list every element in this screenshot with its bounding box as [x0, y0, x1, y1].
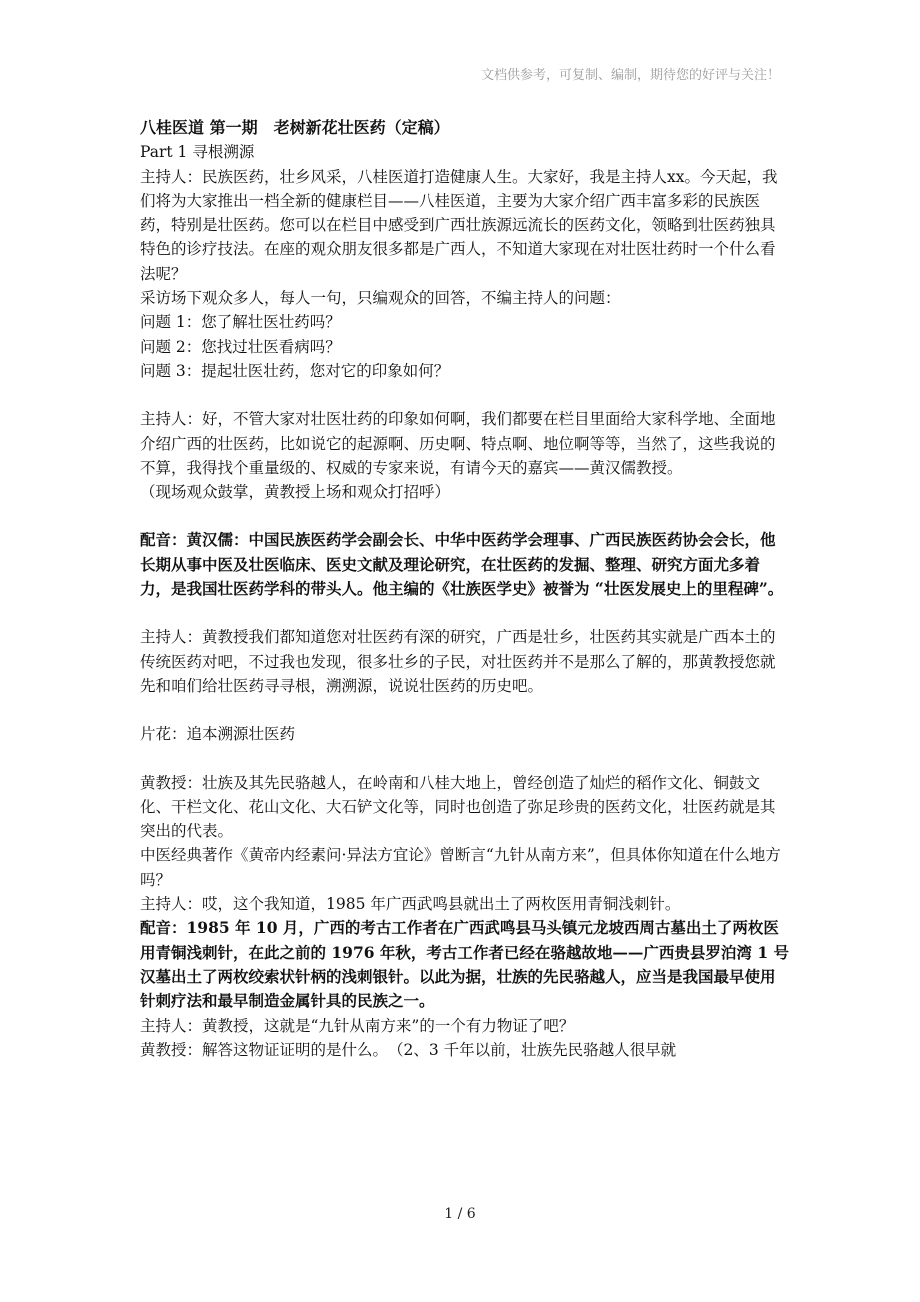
- question-2: 问题 2：您找过壮医看病吗？: [140, 337, 341, 356]
- document-title: 八桂医道 第一期 老树新花壮医药（定稿）: [140, 118, 450, 137]
- host-paragraph-2: 主持人：好，不管大家对壮医壮药的印象如何啊，我们都要在栏目里面给大家科学地、全面地介绍广西的壮医药，比如说它的起源啊、历史啊、特点啊、地位啊等等，当然了，这些我说的不算，我得找个重量级的、权威的专家来说，有请今天的嘉宾——黄汉儒教授。: [140, 410, 776, 477]
- host-paragraph-4: 主持人：哎，这个我知道，1985 年广西武鸣县就出土了两枚医用青铜浅刺针。: [140, 895, 681, 914]
- voiceover-paragraph-2: 配音：1985 年 10 月，广西的考古工作者在广西武鸣县马头镇元龙坡西周古墓出土了两枚医用青铜浅刺针，在此之前的 1976 年秋，考古工作者已经在骆越故地——广西贵县罗泊湾 1 号汉墓出土了两枚绞索状针柄的浅刺银针。以此为据，壮族的先民骆越人，应当是我国最早使用针刺疗法和最早制造金属针具的民族之一。: [140, 918, 790, 1011]
- host-intro-paragraph: 主持人：民族医药，壮乡风采，八桂医道打造健康人生。大家好，我是主持人xx。今天起，我们将为大家推出一档全新的健康栏目——八桂医道，主要为大家介绍广西丰富多彩的民族医药，特别是壮医药。您可以在栏目中感受到广西壮族源远流长的医药文化，领略到壮医药独具特色的诊疗技法。在座的观众朋友很多都是广西人，不知道大家现在对壮医壮药时一个什么看法呢？: [140, 167, 778, 283]
- interview-note: 采访场下观众多人，每人一句，只编观众的回答，不编主持人的问题：: [140, 289, 621, 308]
- header-note: 文档供参考，可复制、编制，期待您的好评与关注！: [480, 68, 780, 83]
- question-1: 问题 1：您了解壮医壮药吗？: [140, 313, 341, 332]
- host-paragraph-3: 主持人：黄教授我们都知道您对壮医药有深的研究，广西是壮乡，壮医药其实就是广西本土的传统医药对吧，不过我也发现，很多壮乡的子民，对壮医药并不是那么了解的，那黄教授您就先和咱们给壮医药寻寻根，溯溯源，说说壮医药的历史吧。: [140, 628, 776, 695]
- part1-heading: Part 1 寻根溯源: [140, 143, 255, 162]
- professor-paragraph-1: 黄教授：壮族及其先民骆越人，在岭南和八桂大地上，曾经创造了灿烂的稻作文化、铜鼓文化、干栏文化、花山文化、大石铲文化等，同时也创造了弥足珍贵的医药文化，壮医药就是其突出的代表。: [140, 773, 776, 841]
- clip-title: 片花：追本溯源壮医药: [140, 725, 296, 744]
- professor-paragraph-3: 黄教授：解答这物证证明的是什么。 （2、3 千年以前，壮族先民骆越人很早就: [140, 1040, 677, 1059]
- voiceover-paragraph-1: 配音：黄汉儒：中国民族医药学会副会长、中华中医药学会理事、广西民族医药协会会长，他长期从事中医及壮医临床、医史文献及理论研究，在壮医药的发掘、整理、研究方面尤多着力，是我国壮医药学科的带头人。他主编的《壮族医学史》被誉为 “壮医发展史上的里程碑”。: [140, 530, 784, 599]
- question-3: 问题 3：提起壮医壮药，您对它的印象如何？: [140, 361, 450, 380]
- stage-note: （现场观众鼓掌，黄教授上场和观众打招呼）: [140, 483, 451, 502]
- host-paragraph-5: 主持人：黄教授，这就是“九针从南方来”的一个有力物证了吧？: [140, 1016, 575, 1035]
- document-body: [140, 116, 790, 1062]
- professor-paragraph-2: 中医经典著作《黄帝内经素问·异法方宜论》曾断言“九针从南方来”，但具体你知道在什么地方吗？: [140, 846, 781, 889]
- page-number: 1 / 6: [444, 1206, 476, 1222]
